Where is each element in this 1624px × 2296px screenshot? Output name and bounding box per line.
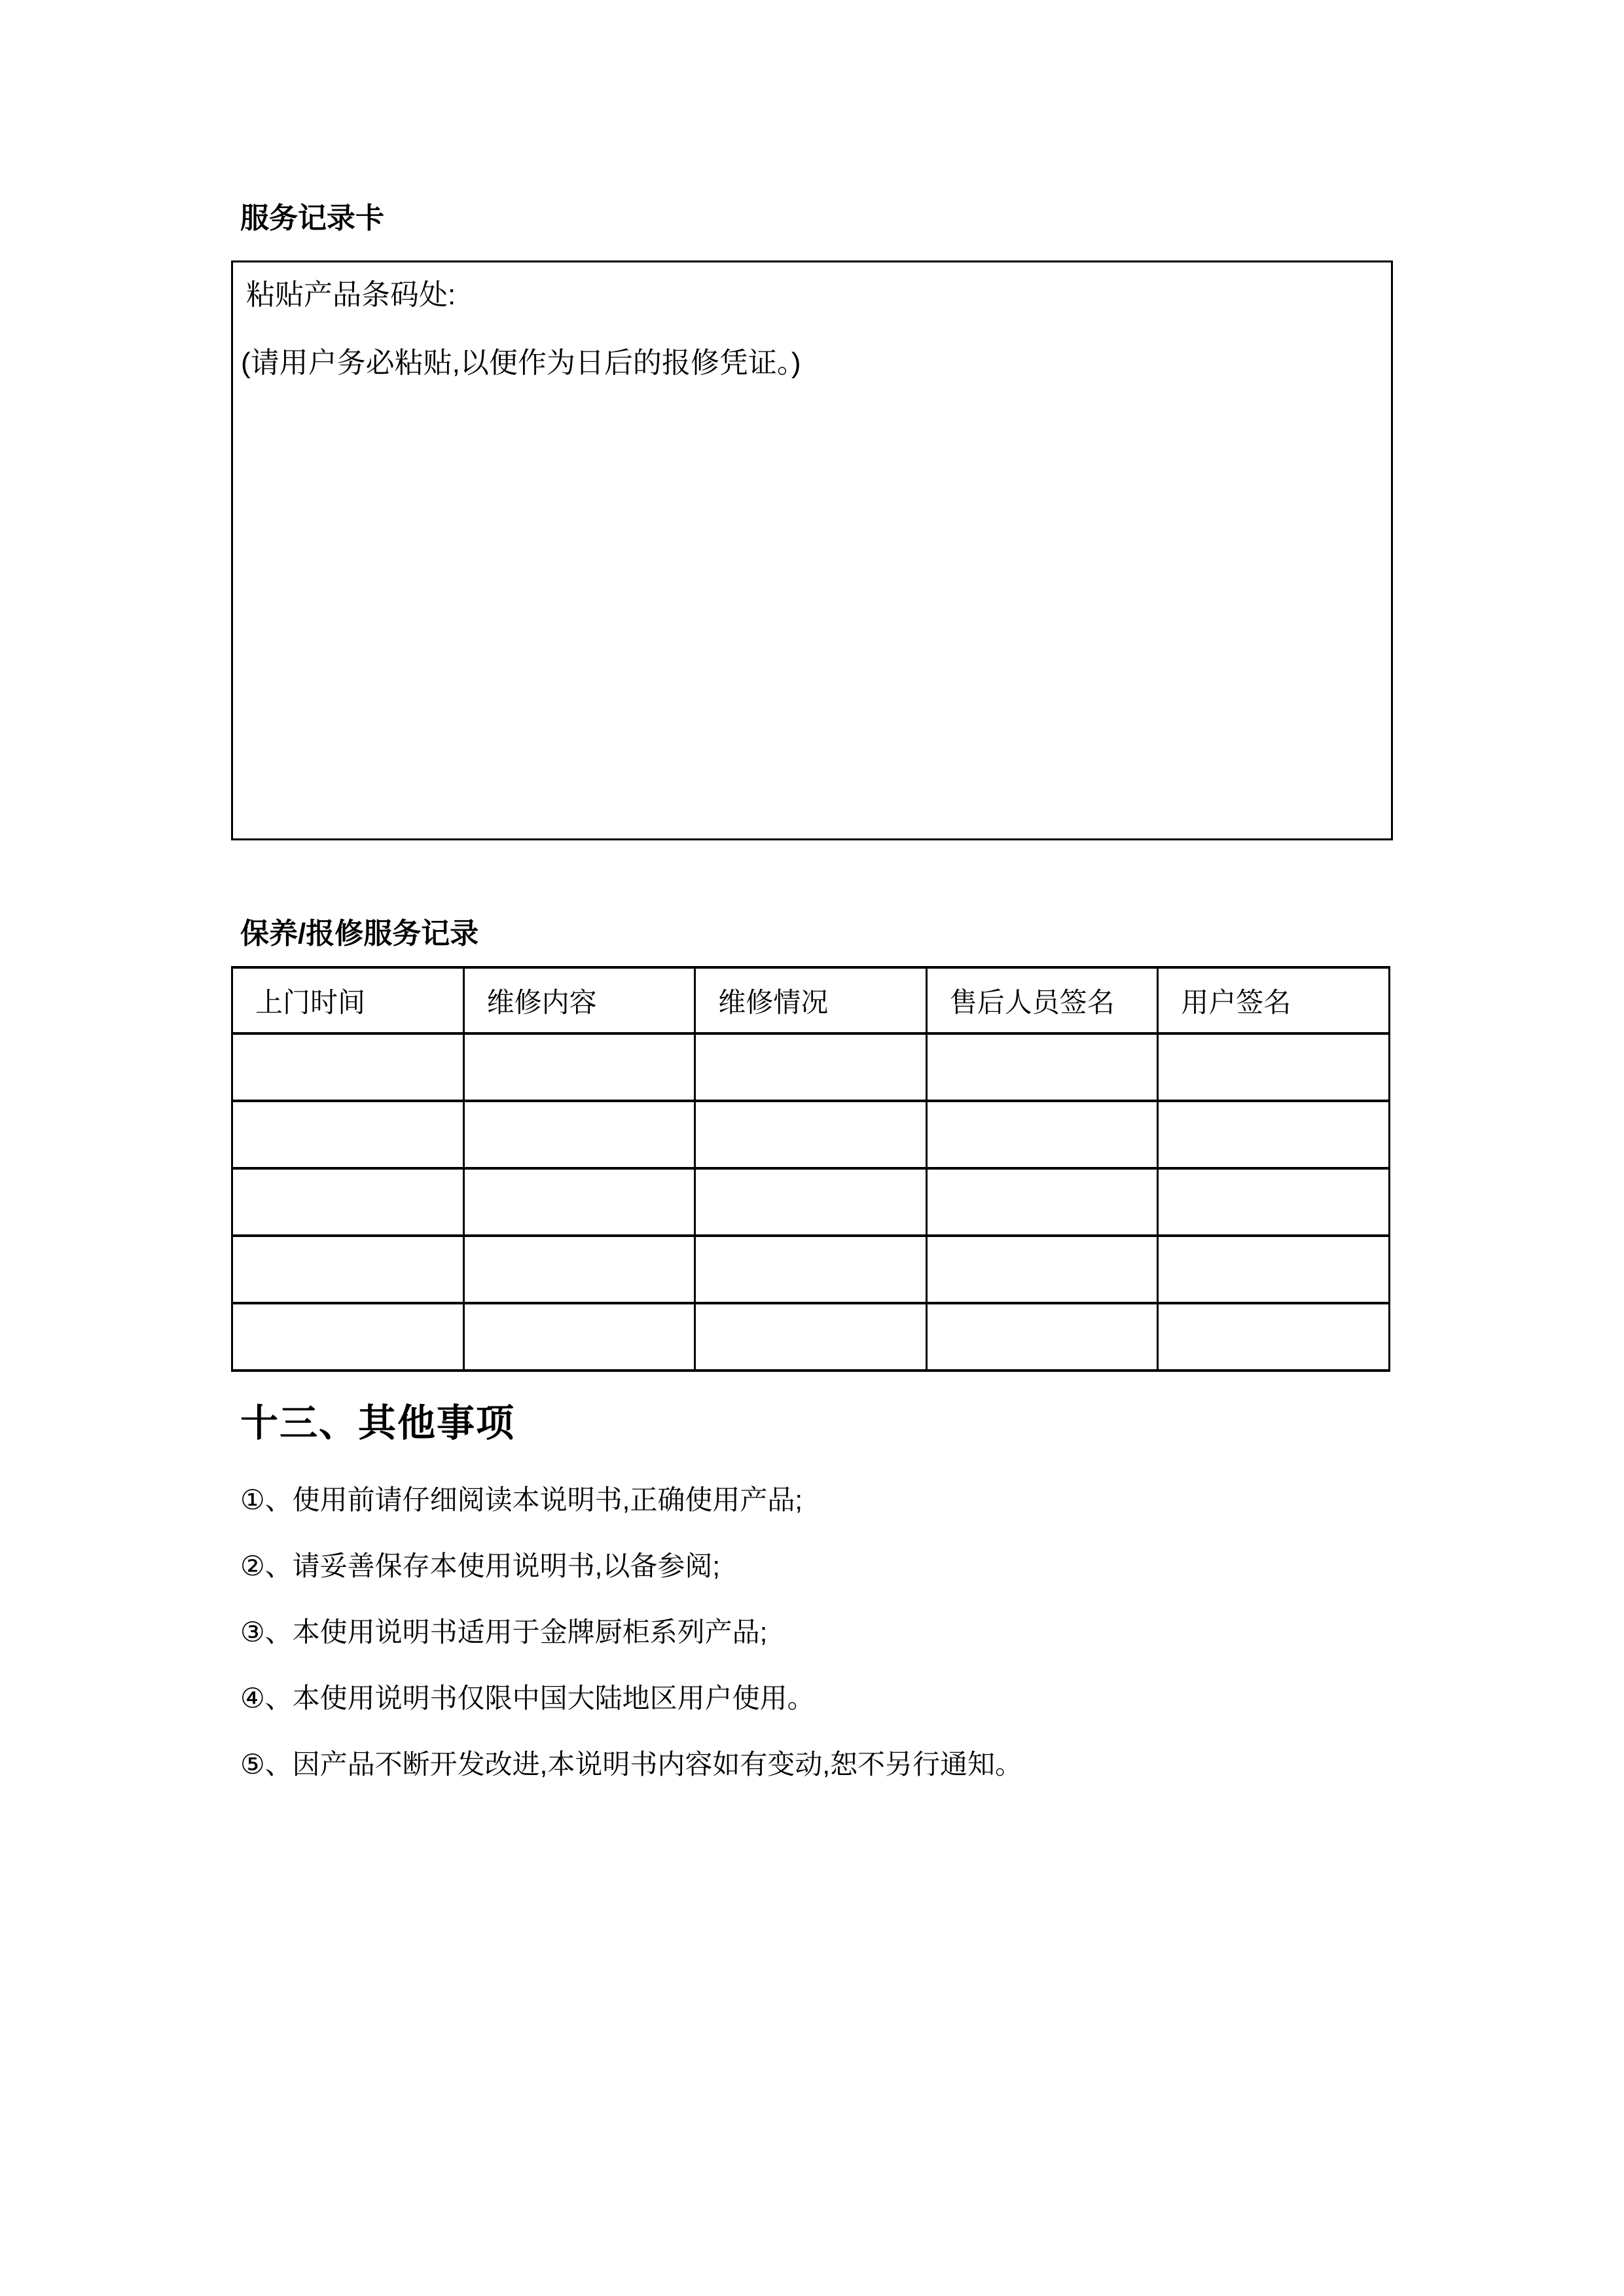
col-header-user-signature: 用户签名	[1158, 967, 1390, 1033]
table-cell	[463, 1101, 695, 1168]
table-cell	[926, 1168, 1158, 1236]
table-cell	[463, 1236, 695, 1303]
table-cell	[926, 1236, 1158, 1303]
table-row	[232, 1033, 1390, 1101]
table-cell	[232, 1168, 464, 1236]
service-card-title: 服务记录卡	[240, 202, 384, 234]
maintenance-record-table	[231, 966, 1390, 1372]
table-cell	[926, 1033, 1158, 1101]
table-row	[232, 1236, 1390, 1303]
barcode-paste-box	[231, 260, 1393, 840]
col-header-visit-time: 上门时间	[232, 967, 464, 1033]
table-cell	[926, 1303, 1158, 1371]
table-cell	[695, 1303, 927, 1371]
other-matters-title: 十三、其他事项	[240, 1402, 516, 1444]
table-cell	[926, 1101, 1158, 1168]
table-cell	[695, 1033, 927, 1101]
other-matters-item-5: ⑤、因产品不断开发改进,本说明书内容如有变动,恕不另行通知。	[240, 1749, 1022, 1780]
table-cell	[232, 1033, 464, 1101]
other-matters-item-4: ④、本使用说明书仅限中国大陆地区用户使用。	[240, 1683, 815, 1713]
table-cell	[1158, 1101, 1390, 1168]
table-cell	[695, 1101, 927, 1168]
table-cell	[232, 1236, 464, 1303]
table-cell	[695, 1236, 927, 1303]
other-matters-item-2: ②、请妥善保存本使用说明书,以备参阅;	[240, 1551, 720, 1581]
col-header-repair-status: 维修情况	[695, 967, 927, 1033]
table-cell	[1158, 1303, 1390, 1371]
table-row	[232, 1303, 1390, 1371]
table-cell	[463, 1033, 695, 1101]
table-cell	[1158, 1236, 1390, 1303]
col-header-repair-content: 维修内容	[463, 967, 695, 1033]
col-header-aftersales-signature: 售后人员签名	[926, 967, 1158, 1033]
barcode-paste-label: 粘贴产品条码处:	[246, 279, 456, 311]
table-row	[232, 1101, 1390, 1168]
table-cell	[463, 1303, 695, 1371]
table-cell	[463, 1168, 695, 1236]
table-header-row	[232, 967, 1390, 1033]
table-row	[232, 1168, 1390, 1236]
table-cell	[1158, 1033, 1390, 1101]
table-cell	[232, 1101, 464, 1168]
table-cell	[695, 1168, 927, 1236]
other-matters-list	[231, 1485, 1393, 1780]
maintenance-record-title: 保养/报修服务记录	[240, 918, 479, 950]
table-cell	[232, 1303, 464, 1371]
maintenance-record-tbody	[232, 1033, 1390, 1371]
table-cell	[1158, 1168, 1390, 1236]
other-matters-item-1: ①、使用前请仔细阅读本说明书,正确使用产品;	[240, 1484, 803, 1515]
barcode-paste-note: (请用户务必粘贴,以便作为日后的报修凭证。)	[241, 347, 801, 379]
other-matters-item-3: ③、本使用说明书适用于金牌厨柜系列产品;	[240, 1617, 768, 1647]
